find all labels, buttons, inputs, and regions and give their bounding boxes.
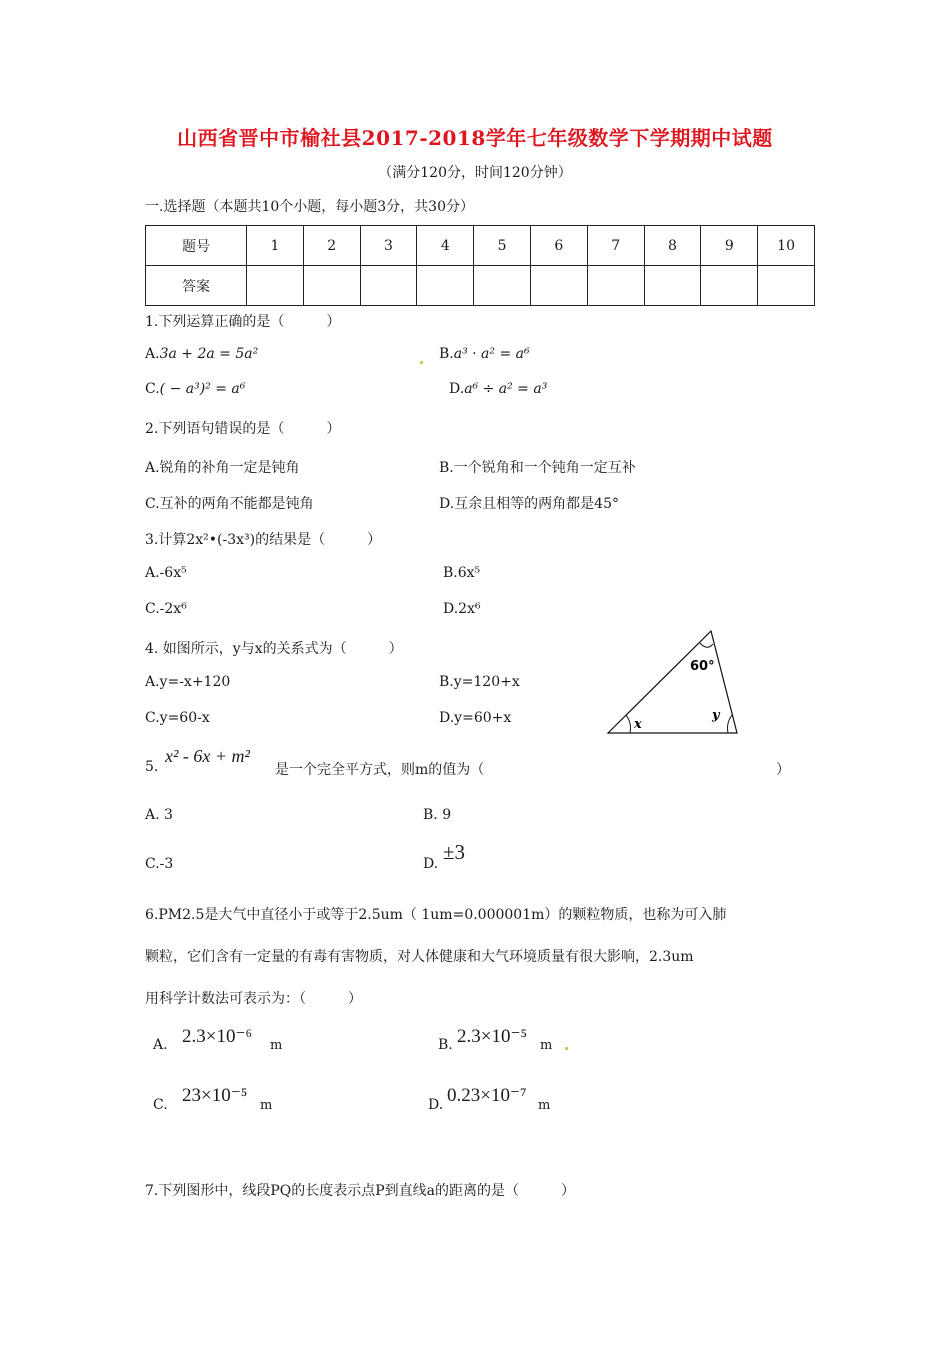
q3-option-a: A.-6x⁵ — [145, 565, 187, 581]
triangle-figure — [600, 625, 745, 740]
q2-option-c: C.互补的两角不能都是钝角 — [145, 496, 314, 512]
table-cell-number: 10 — [758, 226, 815, 266]
q4-option-b: B.y=120+x — [439, 674, 520, 690]
table-row-answers — [146, 266, 815, 306]
angle-arc-left — [626, 715, 631, 733]
section-heading: 一.选择题（本题共10个小题，每小题3分，共30分） — [145, 199, 474, 215]
q3-option-b: B.6x⁵ — [443, 565, 481, 581]
option-label: C. — [145, 381, 160, 397]
answer-cell[interactable] — [247, 266, 304, 306]
math-expression: 3a + 2a = 5a² — [159, 346, 259, 362]
q2-option-b: B.一个锐角和一个钝角一定互补 — [439, 460, 636, 476]
q6-option-a-unit: m — [270, 1038, 283, 1053]
q5-close-paren: ） — [776, 762, 790, 778]
answer-cell[interactable] — [644, 266, 701, 306]
angle-arc-top — [700, 643, 713, 647]
table-cell-number: 1 — [247, 226, 304, 266]
angle-label-y: y — [712, 708, 720, 723]
q6-option-a-expr: 2.3×10⁻⁶ — [182, 1026, 253, 1047]
table-cell-number: 7 — [587, 226, 644, 266]
q2-option-a: A.锐角的补角一定是钝角 — [145, 460, 300, 476]
q6-option-a-label: A. — [153, 1037, 168, 1053]
answer-table — [145, 225, 815, 306]
q6-line-2: 颗粒，它们含有一定量的有毒有害物质，对人体健康和大气环境质量有很大影响，2.3um — [145, 949, 694, 965]
stray-mark — [565, 1047, 568, 1050]
q5-option-d-expr: ±3 — [443, 840, 466, 864]
angle-label-60: 60° — [690, 659, 715, 674]
q1-option-a — [145, 346, 258, 362]
table-cell-number: 6 — [530, 226, 587, 266]
q6-option-d-unit: m — [538, 1098, 551, 1113]
option-label: A. — [145, 346, 160, 362]
q6-option-d-label: D. — [428, 1097, 444, 1113]
answer-cell[interactable] — [530, 266, 587, 306]
q6-line-1: 6.PM2.5是大气中直径小于或等于2.5um（ 1um=0.000001m）的颗粒物质，也称为可入肺 — [145, 907, 727, 923]
q3-option-d: D.2x⁶ — [443, 601, 481, 617]
table-cell-number: 8 — [644, 226, 701, 266]
q6-option-b-unit: m — [540, 1038, 553, 1053]
table-cell-number: 9 — [701, 226, 758, 266]
answer-cell[interactable] — [303, 266, 360, 306]
q6-option-b-expr: 2.3×10⁻⁵ — [457, 1026, 528, 1047]
table-cell-number: 4 — [417, 226, 474, 266]
q5-option-a: A. 3 — [145, 807, 173, 823]
exam-info: （满分120分，时间120分钟） — [378, 165, 572, 181]
stray-mark — [420, 361, 423, 364]
table-header-answer: 答案 — [146, 266, 247, 306]
q3-option-c: C.-2x⁶ — [145, 601, 187, 617]
q2-option-d: D.互余且相等的两角都是45° — [439, 496, 619, 512]
q1-option-b — [439, 346, 530, 362]
table-header-question: 题号 — [146, 226, 247, 266]
angle-arc-right — [728, 715, 733, 733]
q4-option-c: C.y=60-x — [145, 710, 210, 726]
table-cell-number: 5 — [474, 226, 531, 266]
q6-option-c-label: C. — [153, 1097, 168, 1113]
answer-cell[interactable] — [587, 266, 644, 306]
table-cell-number: 3 — [360, 226, 417, 266]
table-row-numbers — [146, 226, 815, 266]
q2-stem: 2.下列语句错误的是（ ） — [145, 421, 341, 437]
q6-option-d-expr: 0.23×10⁻⁷ — [447, 1085, 527, 1106]
answer-cell[interactable] — [417, 266, 474, 306]
answer-cell[interactable] — [701, 266, 758, 306]
table-cell-number: 2 — [303, 226, 360, 266]
q6-option-b-label: B. — [438, 1037, 453, 1053]
q7-stem: 7.下列图形中，线段PQ的长度表示点P到直线a的距离的是（ ） — [145, 1183, 576, 1199]
math-expression: ( − a³)² = a⁶ — [159, 381, 246, 397]
option-label: B. — [439, 346, 454, 362]
q1-option-c — [145, 381, 245, 397]
angle-label-x: x — [634, 717, 642, 732]
q6-option-c-expr: 23×10⁻⁵ — [182, 1085, 248, 1106]
q5-expression: x² - 6x + m² — [165, 746, 250, 766]
option-label: D. — [449, 381, 465, 397]
q4-option-a: A.y=-x+120 — [145, 674, 231, 690]
q5-option-b: B. 9 — [423, 807, 452, 823]
answer-cell[interactable] — [474, 266, 531, 306]
q1-option-d — [449, 381, 547, 397]
q4-stem: 4. 如图所示，y与x的关系式为（ ） — [145, 641, 403, 657]
answer-cell[interactable] — [758, 266, 815, 306]
page-title: 山西省晋中市榆社县2017-2018学年七年级数学下学期期中试题 — [177, 126, 773, 150]
q6-option-c-unit: m — [260, 1098, 273, 1113]
math-expression: a³ · a² = a⁶ — [453, 346, 530, 362]
q6-line-3: 用科学计数法可表示为：（ ） — [145, 991, 362, 1007]
q5-number: 5. — [145, 759, 159, 775]
q3-stem: 3.计算2x²•(-3x³)的结果是（ ） — [145, 532, 382, 548]
q5-stem: 是一个完全平方式，则m的值为（ — [275, 762, 485, 778]
q4-option-d: D.y=60+x — [439, 710, 512, 726]
q1-stem: 1.下列运算正确的是（ ） — [145, 314, 341, 330]
math-expression: a⁶ ÷ a² = a³ — [464, 381, 548, 397]
q5-option-c: C.-3 — [145, 856, 174, 872]
answer-cell[interactable] — [360, 266, 417, 306]
q5-option-d-label: D. — [423, 856, 439, 872]
